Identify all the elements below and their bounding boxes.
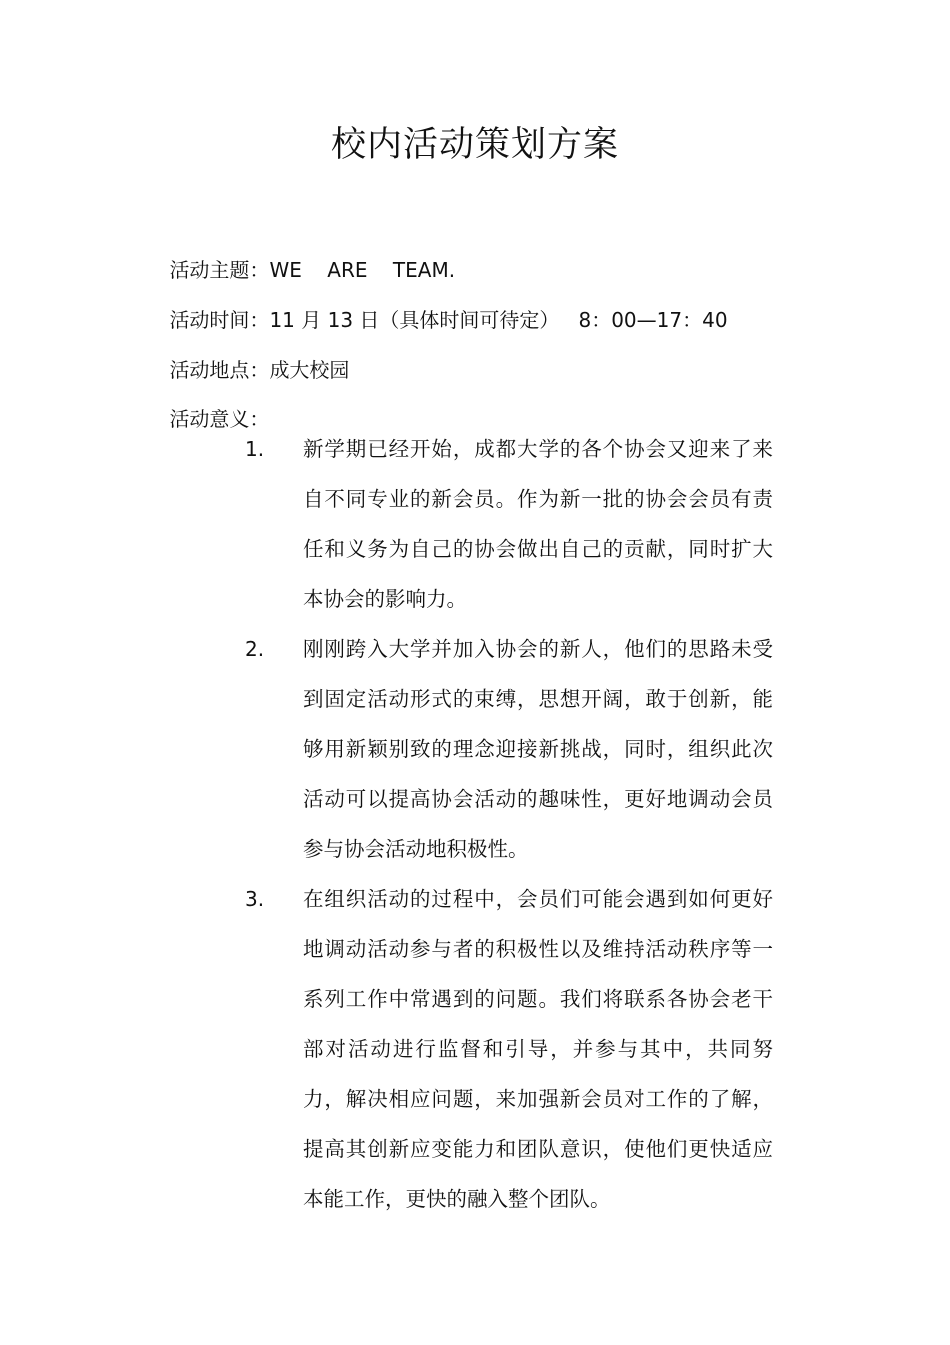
list-item [0,874,950,1224]
list-item [0,624,950,874]
time-value: 11 月 13 日（具体时间可待定） 8：00—17：40 [269,308,728,332]
list-item-text: 新学期已经开始，成都大学的各个协会又迎来了来自不同专业的新会员。作为新一批的协会会员有责任和义务为自己的协会做出自己的贡献，同时扩大本协会的影响力。 [303,437,773,611]
theme-value: WE ARE TEAM. [269,258,456,282]
theme-label: 活动主题： [169,258,270,282]
place-label: 活动地点： [169,358,270,382]
place-value: 成大校园 [269,358,350,382]
list-item-number: 1. [245,437,265,461]
meaning-list [0,424,950,1224]
list-item-number: 3. [245,887,265,911]
meaning-label: 活动意义： [169,407,270,431]
list-item-text: 刚刚跨入大学并加入协会的新人，他们的思路未受到固定活动形式的束缚，思想开阔，敢于创新，能够用新颖别致的理念迎接新挑战，同时，组织此次活动可以提高协会活动的趣味性，更好地调动会员参与协会活动地积极性。 [303,637,773,861]
time-label: 活动时间： [169,308,270,332]
list-item-number: 2. [245,637,265,661]
document-title: 校内活动策划方案 [330,125,619,165]
list-item-text: 在组织活动的过程中，会员们可能会遇到如何更好地调动活动参与者的积极性以及维持活动秩序等一系列工作中常遇到的问题。我们将联系各协会老干部对活动进行监督和引导，并参与其中，共同努力，解决相应问题，来加强新会员对工作的了解，提高其创新应变能力和团队意识，使他们更快适应本能工作，更快的融入整个团队。 [303,887,773,1211]
list-item [0,424,950,624]
